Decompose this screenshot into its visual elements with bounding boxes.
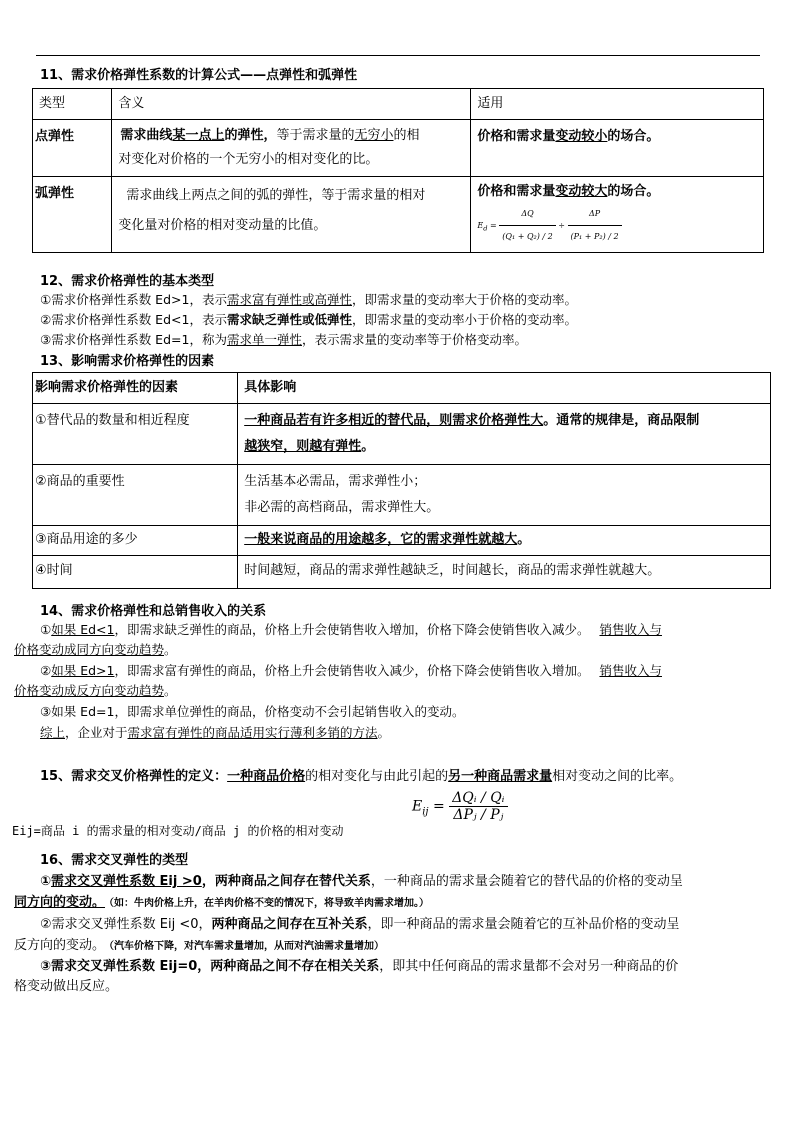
header-type: 类型: [33, 89, 112, 120]
factor-uses: ③商品用途的多少: [33, 526, 238, 556]
s14-line-3: ③如果 Ed=1，即需求单位弹性的商品，价格变动不会引起销售收入的变动。: [40, 704, 465, 719]
s16-line-1: ①需求交叉弹性系数 Eij >0，两种商品之间存在替代关系，一种商品的需求量会随着它的替代品的价格的变动呈: [40, 874, 683, 889]
s16-line-3b: 格变动做出反应。: [14, 979, 119, 994]
elasticity-factors-table: [32, 372, 771, 589]
s14-line-1b: 价格变动成同方向变动趋势。: [14, 642, 177, 657]
header-meaning: 含义: [112, 89, 471, 120]
effect-time: 时间越短，商品的需求弹性越缺乏，时间越长，商品的需求弹性就越大。: [238, 556, 771, 589]
section-16-title: 16、需求交叉弹性的类型: [40, 853, 189, 868]
factor-header: 影响需求价格弹性的因素: [33, 373, 238, 404]
s12-line-2: ②需求价格弹性系数 Ed<1，表示需求缺乏弹性或低弹性，即需求量的变动率小于价格的变动率。: [40, 312, 577, 327]
s16-line-2b: 反方向的变动。 （汽车价格下降，对汽车需求量增加，从而对汽油需求量增加）: [14, 938, 385, 953]
point-elasticity-name: 点弹性: [33, 120, 112, 177]
s14-line-4: 综上，企业对于需求富有弹性的商品适用实行薄利多销的方法。: [40, 725, 391, 740]
effect-substitutes: 一种商品若有许多相近的替代品，则需求价格弹性大。通常的规律是，商品限制 越狭窄，则越有弹性。: [238, 404, 771, 465]
s16-line-2: ②需求交叉弹性系数 Eij <0，两种商品之间存在互补关系，即一种商品的需求量会随着它的互补品价格的变动呈: [40, 917, 680, 932]
cross-elasticity-definition: Eij=商品 i 的需求量的相对变动/商品 j 的价格的相对变动: [12, 824, 344, 838]
arc-elasticity-applies: 价格和需求量变动较大的场合。 $E_d$ = $\frac{\Delta Q}{\text{(Q₁ + Q₂) / 2}}$ ÷ $\frac{\Delta P}{\text{(P₁ + P₂) / 2}}$: [471, 177, 764, 253]
effect-header: 具体影响: [238, 373, 771, 404]
s12-line-3: ③需求价格弹性系数 Ed=1，称为需求单一弹性，表示需求量的变动率等于价格变动率。: [40, 332, 527, 347]
section-13-title: 13、影响需求价格弹性的因素: [40, 354, 215, 369]
factor-time: ④时间: [33, 556, 238, 589]
s16-line-3: ③需求交叉弹性系数 Eij=0，两种商品之间不存在相关关系，即其中任何商品的需求量都不会对另一种商品的价: [40, 959, 679, 974]
point-elasticity-applies: 价格和需求量变动较小的场合。: [471, 120, 764, 177]
arc-elasticity-meaning: 需求曲线上两点之间的弧的弹性，等于需求量的相对 变化量对价格的相对变动量的比值。: [112, 177, 471, 253]
section-14-title: 14、需求价格弹性和总销售收入的关系: [40, 604, 267, 619]
section-12-title: 12、需求价格弹性的基本类型: [40, 274, 215, 289]
s12-line-1: ①需求价格弹性系数 Ed>1，表示需求富有弹性或高弹性，即需求量的变动率大于价格的变动率。: [40, 292, 577, 307]
cross-elasticity-formula: $E_{ij}$ = $\frac{\text{ΔQᵢ / Qᵢ}}{\text{ΔPⱼ / Pⱼ}}$: [412, 790, 508, 823]
effect-uses: 一般来说商品的用途越多，它的需求弹性就越大。: [238, 526, 771, 556]
s16-line-1b: 同方向的变动。 （如：牛肉价格上升，在羊肉价格不变的情况下，将导致羊肉需求增加。）: [14, 895, 430, 910]
elasticity-formula-table: [32, 88, 764, 253]
section-15-title: 15、需求交叉价格弹性的定义：一种商品价格的相对变化与由此引起的另一种商品需求量相对变动之间的比率。: [40, 769, 683, 784]
s14-line-2b: 价格变动成反方向变动趋势。: [14, 683, 177, 698]
factor-importance: ②商品的重要性: [33, 465, 238, 526]
effect-importance: 生活基本必需品，需求弹性小； 非必需的高档商品，需求弹性大。: [238, 465, 771, 526]
arc-elasticity-name: 弧弹性: [33, 177, 112, 253]
header-applies: 适用: [471, 89, 764, 120]
s14-line-1: ①如果 Ed<1，即需求缺乏弹性的商品，价格上升会使销售收入增加，价格下降会使销售收入减少。 销售收入与: [40, 622, 662, 637]
point-elasticity-meaning: 需求曲线某一点上的弹性，等于需求量的无穷小的相 对变化对价格的一个无穷小的相对变化的比。: [112, 120, 471, 177]
header-rule: [36, 55, 760, 56]
factor-substitutes: ①替代品的数量和相近程度: [33, 404, 238, 465]
arc-elasticity-formula: $E_d$ = $\frac{\Delta Q}{\text{(Q₁ + Q₂) / 2}}$ ÷ $\frac{\Delta P}{\text{(P₁ + P₂) / 2}}$: [477, 221, 621, 230]
s14-line-2: ②如果 Ed>1，即需求富有弹性的商品，价格上升会使销售收入减少，价格下降会使销售收入增加。 销售收入与: [40, 663, 662, 678]
section-11-title: 11、需求价格弹性系数的计算公式——点弹性和弧弹性: [40, 68, 358, 83]
